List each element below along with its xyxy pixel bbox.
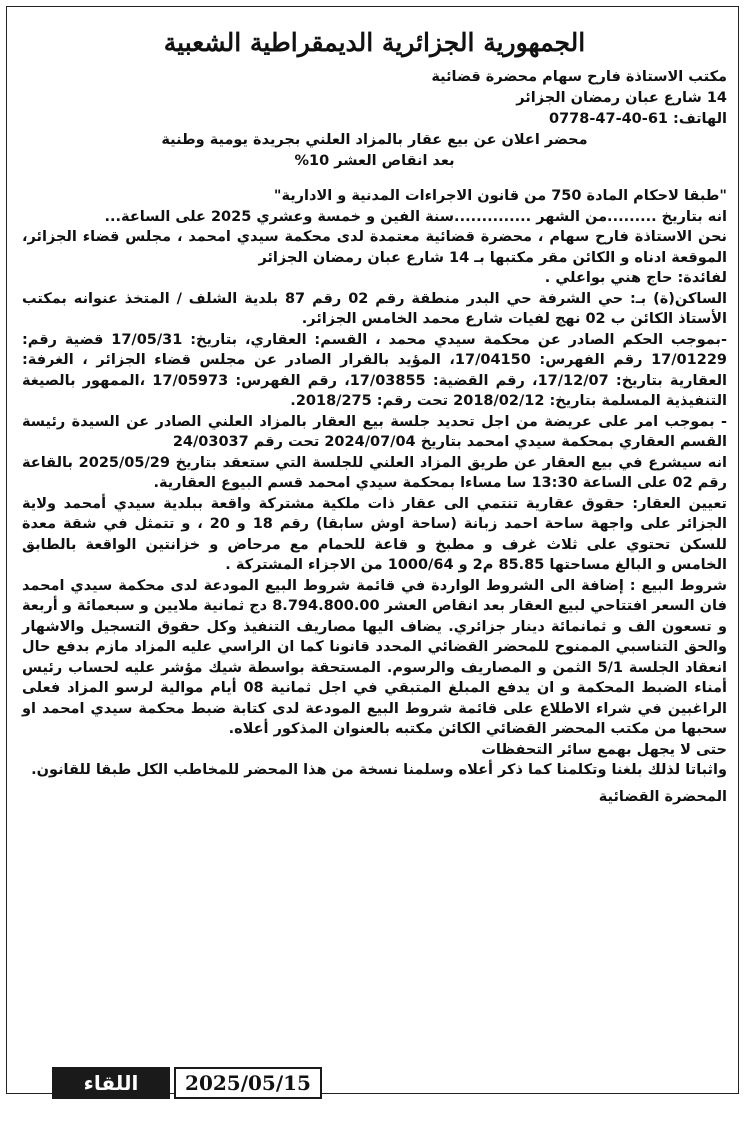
resident-paragraph: الساكن(ة) بـ: حي الشرفة حي البدر منطقة رقم 02 رقم 87 بلدية الشلف / المتخذ عنوانه بمكتب الأستاذ الكائن ب 02 نهج لفيات شارع محمد الخامس الجزائر.: [22, 290, 727, 327]
office-phone: الهاتف: 61-40-47-0778: [548, 111, 727, 127]
auction-paragraph: انه سيشرع في بيع العقار عن طريق المزاد العلني للجلسة التي ستعقد بتاريخ 2025/05/29 بالقاعة رقم 02 على الساعة 13:30 سا مساءا بمحكمة سيدي امحمد قسم البيوع العقارية.: [22, 454, 727, 491]
law-reference: "طبقا لاحكام المادة 750 من قانون الاجراءات المدنية و الادارية": [273, 188, 727, 204]
judgment-paragraph: -بموجب الحكم الصادر عن محكمة سيدي محمد ، القسم: العقاري، بتاريخ: 17/05/31 قضية رقم: 17/01229 رقم الفهرس: 17/04150، المؤيد بالقرار الصادر عن مجلس قضاء الجزائر ، الغرفة: العقارية بتاريخ: 17/12/07، رقم القضية: 17/03855، رقم الفهرس: 17/05973 ،الممهور بالصيغة التنفيذية المسلمة بتاريخ: 2018/02/12 تحت رقم: 2018/275.: [22, 331, 728, 409]
office-address: 14 شارع عبان رمضان الجزائر: [516, 90, 727, 106]
office-name: مكتب الاستاذة فارح سهام محضرة قضائية: [431, 69, 727, 85]
bailiff-paragraph: نحن الاستاذة فارح سهام ، محضرة قضائية معتمدة لدى محكمة سيدي امحمد ، مجلس قضاء الجزائر، الموقعة ادناه و الكائن مقر مكتبها بـ 14 شارع عبان رمضان الجزائر: [22, 229, 727, 266]
terms-paragraph: شروط البيع : إضافة الى الشروط الواردة في قائمة شروط البيع المودعة لدى محكمة سيدي امحمد فان السعر افتتاحي لبيع العقار بعد انقاص العشر 8.794.800.00 دج ثمانية ملايين و سبعمائة و أربعة و تسعون الف و ثمانمائة دينار جزائري. يضاف اليها مصاريف التنفيذ وكل حقوق التسجيل والاشهار والحق التناسبي الممنوح للمحضر القضائي المحدد قانونا كما ان الراسي عليه المزاد مازم بدفع حال انعقاد الجلسة 5/1 الثمن و المصاريف والرسوم. المستحقة بواسطة شيك مؤشر عليه لحساب رئيس أمناء الضبط المحكمة و ان يدفع المبلغ المتبقي في اجل ثمانية 08 أيام موالية لرسو المزاد فعلى الراغبين في شراء الاطلاع على قائمة شروط البيع المودعة لدى كتابة ضبط محكمة سيدي امحمد او سحبها من مكتب المحضر القضائي الكائن مكتبه بالعنوان المذكور أعلاه.: [22, 577, 727, 737]
reservations-line: حتى لا يجهل بهمع سائر التحفظات: [481, 741, 727, 758]
page-title: الجمهورية الجزائرية الديمقراطية الشعبية: [163, 28, 586, 57]
date-line: انه بتاريخ .........من الشهر ..............سنة الفين و خمسة وعشري 2025 على الساعة...: [104, 208, 727, 225]
publication-footer: [52, 1067, 322, 1099]
order-paragraph: - بموجب امر على عريضة من اجل تحديد جلسة بيع العقار بالمزاد العلني الصادر عن السيدة رئيسة القسم العقاري بمحكمة سيدي امحمد بتاريخ 2024/07/04 تحت رقم 24/03037: [22, 413, 727, 450]
beneficiary-line: لفائدة: حاج هني بواعلي .: [544, 270, 727, 286]
property-paragraph: تعيين العقار: حقوق عقارية تنتمي الى عقار ذات ملكية مشتركة واقعة ببلدية سيدي أمحمد ولاية الجزائر على واجهة ساحة احمد زبانة (ساحة اوش سابقا) رقم 18 و 20 ، و تتمثل في شقة معدة للسكن تحتوي على ثلاث غرف و مطبخ و قاعة للحمام مع مرحاض و خزانتين الواقعة بالطابق الخامس و البالغ مساحتها 85.85 م2 و 1000/64 من الاجزاء المشتركة .: [22, 495, 728, 573]
subject-line-2: بعد انقاص العشر 10%: [294, 153, 455, 169]
newspaper-label: اللقاء: [52, 1067, 170, 1099]
subject-line-1: محضر اعلان عن بيع عقار بالمزاد العلني بجريدة يومية وطنية: [161, 132, 588, 148]
closing-paragraph: واثباتا لذلك بلغنا وتكلمنا كما ذكر أعلاه وسلمنا نسخة من هذا المحضر للمخاطب الكل طبقا للقانون.: [31, 762, 727, 778]
announcement-content: [22, 28, 727, 805]
signature: المحضرة القضائية: [598, 788, 727, 805]
publication-date: 2025/05/15: [174, 1067, 322, 1099]
